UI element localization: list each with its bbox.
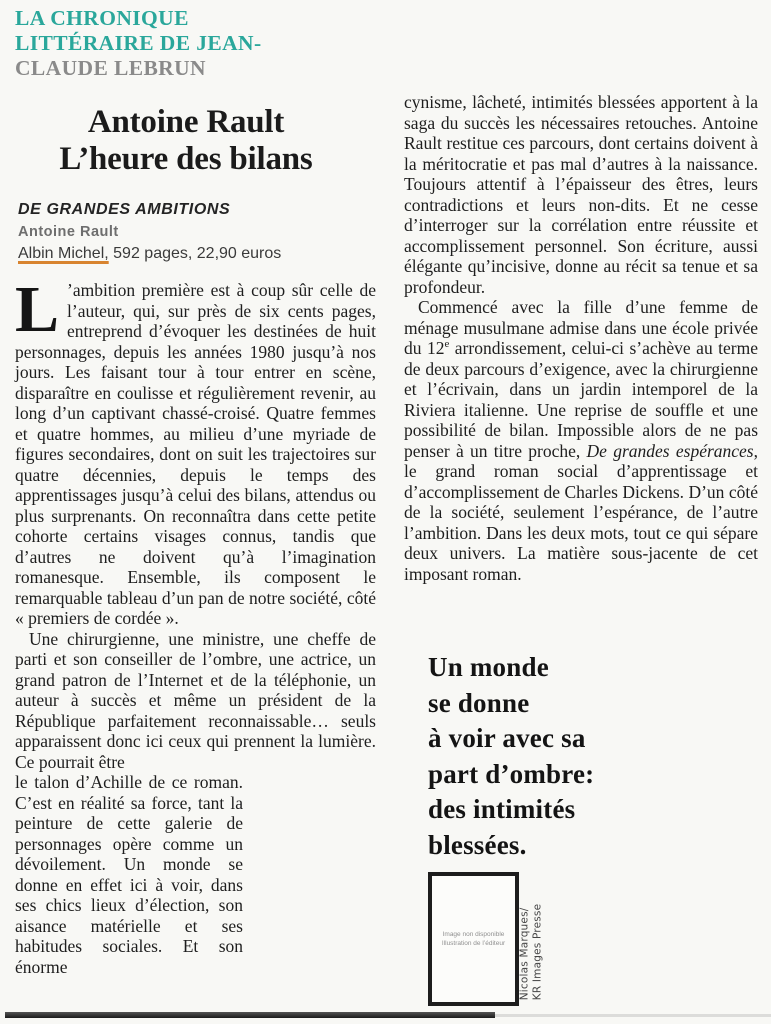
paragraph-4-text: , le grand roman social d’apprentissage et d’accomplissement de Charles Dickens. D’un côté de la société, seulement l’espérance, de l’autre l’ambition. Dans les deux mots, tout ce qui sépare deux univers. La matière sous-jacente de cet imposant roman.: [404, 440, 758, 584]
book-publisher: Albin Michel,: [18, 245, 109, 262]
article-headline: [12, 104, 360, 178]
bottom-rule-light: [495, 1014, 771, 1017]
book-publisher-line: [18, 245, 281, 263]
bottom-rule-dark: [5, 1012, 495, 1018]
pull-quote-line: part d’ombre:: [428, 758, 595, 789]
cover-placeholder-text: Illustration de l’éditeur: [441, 939, 506, 947]
pull-quote-line: se donne: [428, 687, 530, 718]
column-kicker: [15, 6, 262, 81]
column-right: [404, 92, 758, 584]
pull-quote-line: blessées.: [428, 829, 527, 860]
paragraph-2-wide: Une chirurgienne, une ministre, une cheffe de parti et son conseiller de l’ombre, une actrice, un grand patron de l’Internet et de la téléphonie, un auteur à succès et même un président de la République parfaitement reconnaissable… seuls apparaissent donc ici ceux qui prennent la lumière. Ce pourrait être: [15, 628, 376, 772]
headline-line: L’heure des bilans: [59, 141, 313, 177]
headline-line: Antoine Rault: [87, 104, 285, 140]
paragraph-2-narrow: le talon d’Achille de ce roman. C’est en réalité sa force, tant la peinture de cette galerie de personnages opère comme un dévoilement. Un monde se donne en effet ici à voir, dans ses chics lieux d’élection, son aisance matérielle et ses habitudes sociales. Et son énorme: [15, 772, 243, 977]
photo-credit-line: KR Images Presse: [531, 903, 543, 1001]
paragraph-4: [404, 297, 758, 584]
book-details: 592 pages, 22,90 euros: [108, 245, 282, 262]
pull-quote-line: Un monde: [428, 652, 549, 682]
paragraph-3: cynisme, lâcheté, intimités blessées apportent à la saga du succès les nécessaires retouches. Antoine Rault restitue ces parcours, dont certains doivent à la méritocratie et pas mal d’autres à la naissance. Toujours attentif à l’épaisseur des êtres, leurs contradictions et leurs non-dits. Et ne cesse d’interroger sur la corrélation entre réussite et accomplissement personnel. Son écriture, aussi élégante qu’incisive, donne au récit sa tenue et sa profondeur.: [404, 92, 758, 297]
cover-placeholder-text: Image non disponible: [442, 930, 505, 938]
photo-credit-text: [519, 904, 544, 1001]
paragraph-1-text: ’ambition première est à coup sûr celle de l’auteur, qui, sur près de six cents pages, entreprend d’évoquer les destinées de huit personnages, depuis les années 1980 jusqu’à nos jours. Les faisant tour à tour entrer en scène, disparaître en coulisse et régulièrement revenir, au long d’un captivant chassé-croisé. Quatre femmes et quatre hommes, au milieu d’une myriade de figures secondaires, dont on suit les trajectoires sur quatre décennies, depuis le temps des apprentissages jusqu’à celui des bilans, attendus ou plus surprenants. On reconnaîtra dans cette petite cohorte certains visages connus, tandis que d’autres ne doivent qu’à l’imagination romanesque. Ensemble, ils composent le remarquable tableau d’un pan de notre société, côté « premiers de cordée ».: [15, 280, 376, 628]
pull-quote-line: à voir avec sa: [428, 723, 586, 753]
book-cover-placeholder: [428, 872, 519, 1006]
superscript-e: e: [444, 338, 450, 351]
drop-cap: L: [15, 273, 60, 346]
cited-book-title: De grandes espérances: [586, 440, 754, 461]
paragraph-4-text: Commencé avec la fille d’une femme de ménage musulmane admise dans une école privée du 12: [404, 297, 758, 358]
photo-credit-line: Nicolas Marques/: [518, 907, 531, 1001]
kicker-line: LA CHRONIQUE: [15, 6, 189, 30]
pull-quote-line: des intimités: [428, 794, 576, 824]
photo-credit: [508, 890, 554, 1014]
book-title: DE GRANDES AMBITIONS: [18, 201, 231, 218]
kicker-line: LITTÉRAIRE DE JEAN-: [15, 31, 262, 55]
book-author: Antoine Rault: [18, 224, 119, 240]
paragraph-1: [15, 273, 376, 629]
column-left: [15, 273, 376, 977]
paragraph-4-text: arrondissement, celui-ci s’achève au terme de deux parcours d’exigence, avec la chirurgienne et l’écrivain, dans un jardin intemporel de la Riviera italienne. Une reprise de souffle et une possibilité de bilan. Impossible alors de ne pas penser à un titre proche,: [404, 338, 758, 461]
book-info: [18, 201, 281, 263]
kicker-line: CLAUDE LEBRUN: [15, 56, 206, 80]
pull-quote: [428, 650, 594, 863]
